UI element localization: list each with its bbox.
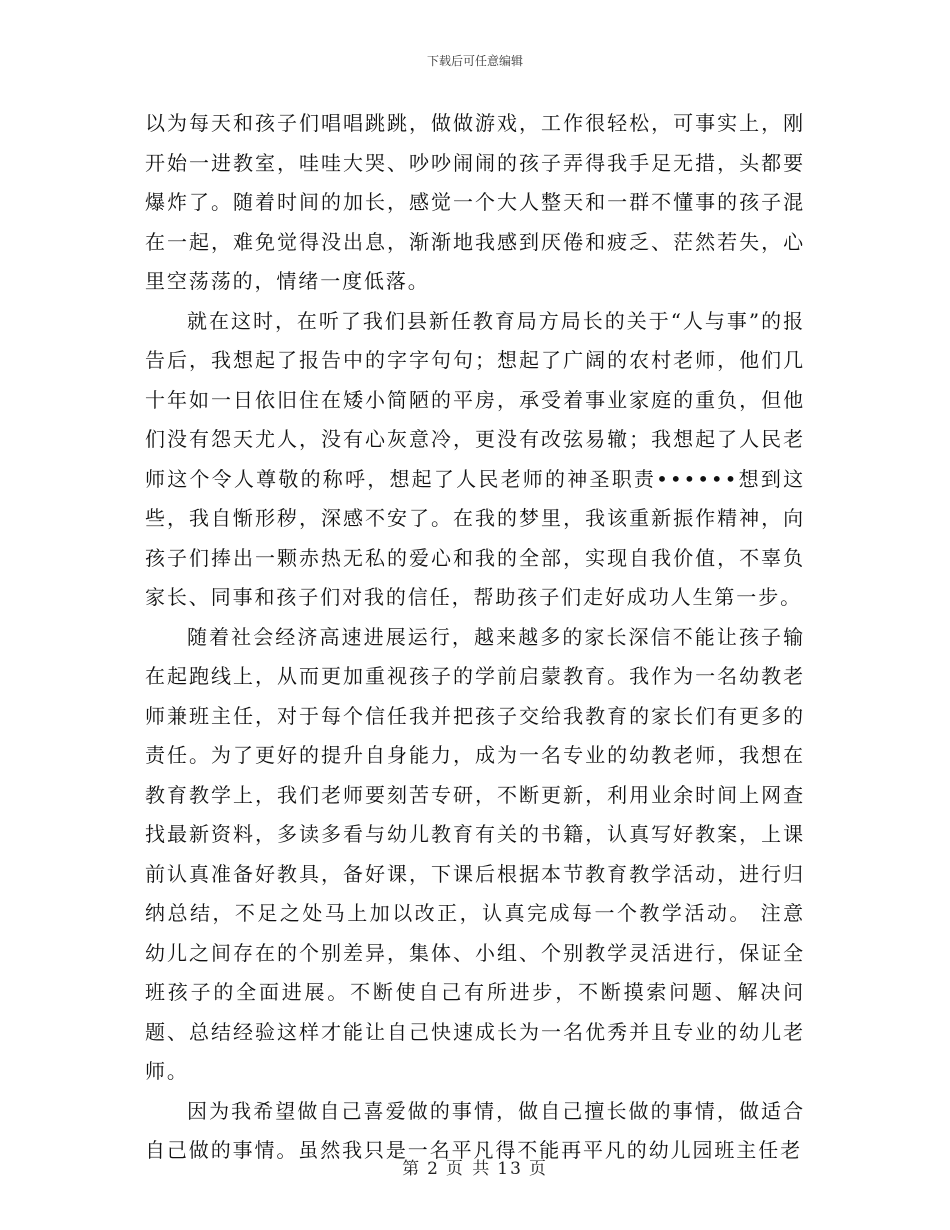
page-number-footer: [0, 1154, 950, 1179]
document-body: [145, 104, 805, 1171]
page-header-note: 下载后可任意编辑: [426, 54, 523, 68]
total-pages-number: 13: [497, 1159, 523, 1179]
footer-suffix: 页: [528, 1159, 548, 1179]
paragraph-4: 因为我希望做自己喜爱做的事情，做自己擅长做的事情，做适合自己做的事情。虽然我只是一名平凡得不能再平凡的幼儿园班主任老: [145, 1098, 805, 1162]
paragraph-2: 就在这时，在听了我们县新任教育局方局长的关于“人与事”的报告后，我想起了报告中的字字句句；想起了广阔的农村老师，他们几十年如一日依旧住在矮小简陋的平房，承受着事业家庭的重负，但他们没有怨天尤人，没有心灰意冷，更没有改弦易辙；我想起了人民老师这个令人尊敬的称呼，想起了人民老师的神圣职责••••••想到这些，我自惭形秽，深感不安了。在我的梦里，我该重新振作精神，向孩子们捧出一颗赤热无私的爱心和我的全部，实现自我价值，不辜负家长、同事和孩子们对我的信任，帮助孩子们走好成功人生第一步。: [145, 308, 805, 609]
paragraph-1: 以为每天和孩子们唱唱跳跳，做做游戏，工作很轻松，可事实上，刚开始一进教室，哇哇大哭、吵吵闹闹的孩子弄得我手足无措，头都要爆炸了。随着时间的加长，感觉一个大人整天和一群不懂事的孩子混在一起，难免觉得没出息，渐渐地我感到厌倦和疲乏、茫然若失，心里空荡荡的，情绪一度低落。: [145, 111, 805, 293]
current-page-number: 2: [427, 1159, 440, 1179]
footer-mid: 页 共: [445, 1159, 492, 1179]
footer-prefix: 第: [402, 1159, 422, 1179]
paragraph-3: 随着社会经济高速进展运行，越来越多的家长深信不能让孩子输在起跑线上，从而更加重视孩子的学前启蒙教育。我作为一名幼教老师兼班主任，对于每个信任我并把孩子交给我教育的家长们有更多的责任。为了更好的提升自身能力，成为一名专业的幼教老师，我想在教育教学上，我们老师要刻苦专研，不断更新，利用业余时间上网查找最新资料，多读多看与幼儿教育有关的书籍，认真写好教案，上课前认真准备好教具，备好课，下课后根据本节教育教学活动，进行归纳总结，不足之处马上加以改正，认真完成每一个教学活动。 注意幼儿之间存在的个别差异，集体、小组、个别教学灵活进行，保证全班孩子的全面进展。不断使自己有所进步，不断摸索问题、解决问题、总结经验这样才能让自己快速成长为一名优秀并且专业的幼儿老师。: [145, 624, 805, 1083]
